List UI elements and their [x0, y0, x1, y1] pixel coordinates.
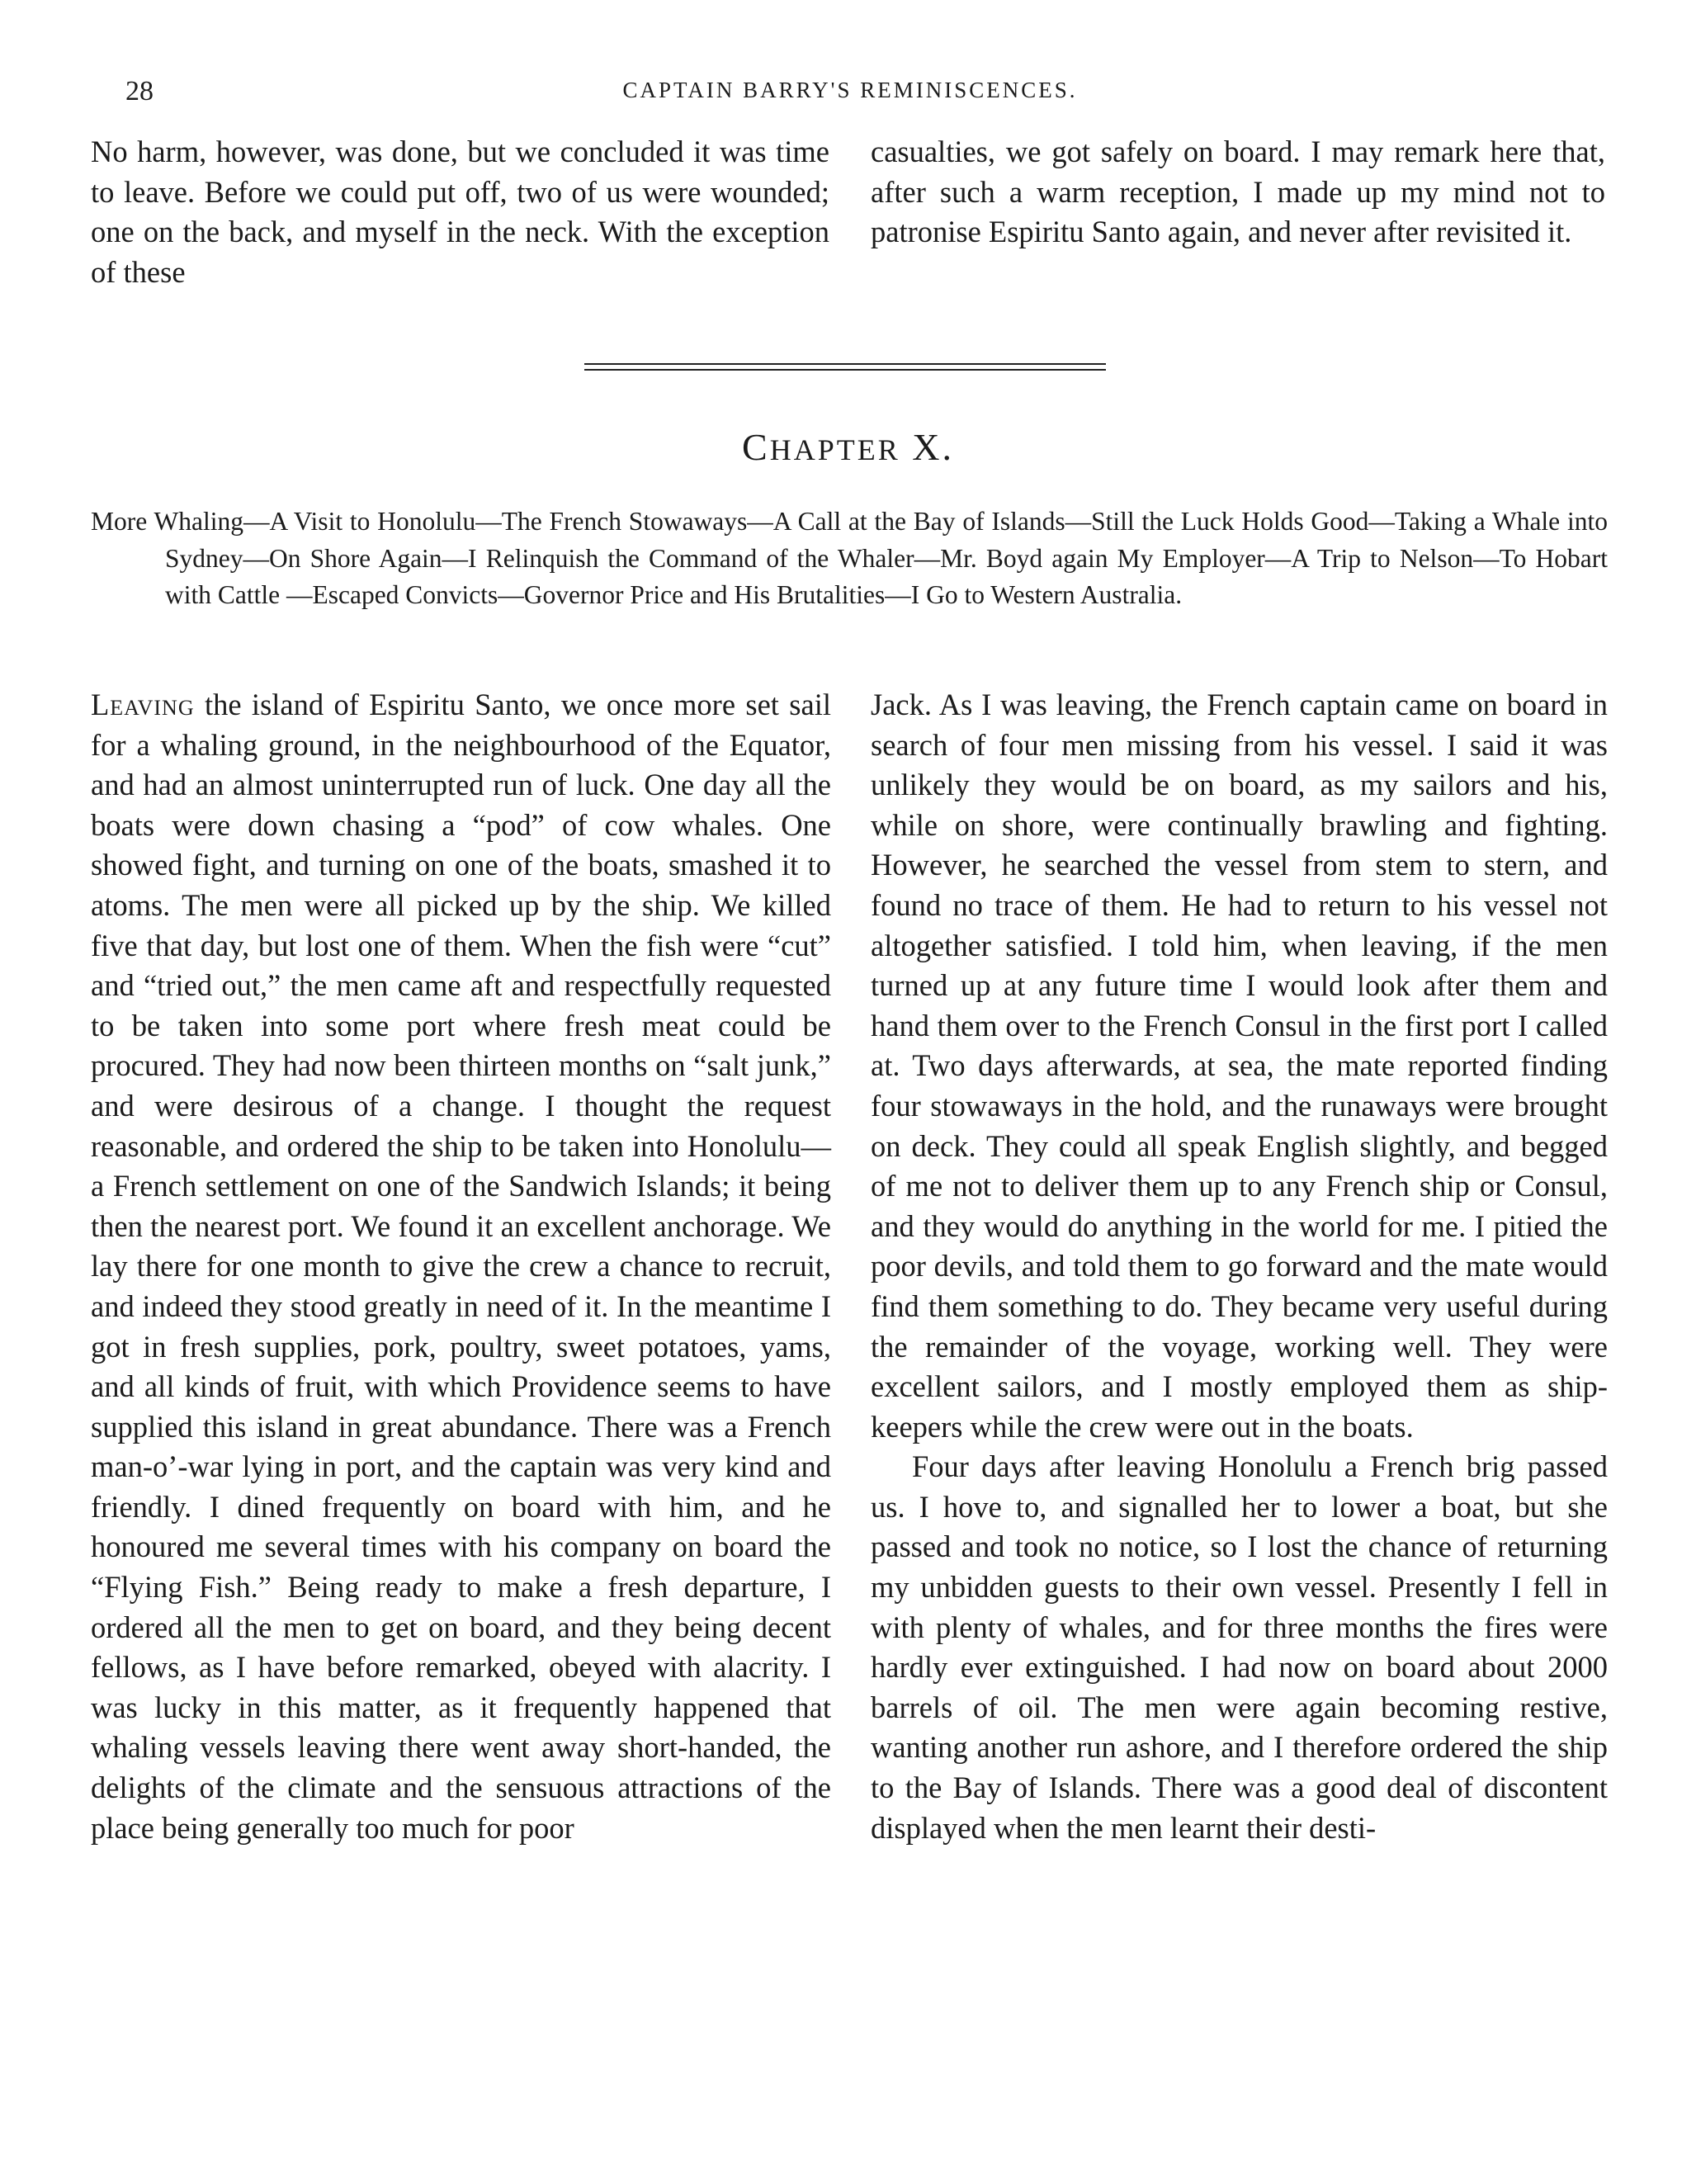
main-left-column — [91, 685, 831, 1848]
top-left-column — [91, 132, 829, 292]
top-right-column — [871, 132, 1605, 253]
main-left-paragraph — [91, 685, 831, 1848]
main-right-column — [871, 685, 1608, 1848]
chapter-title-initial: C — [742, 426, 770, 468]
running-title: CAPTAIN BARRY'S REMINISCENCES. — [622, 78, 1078, 102]
chapter-title — [0, 425, 1696, 469]
section-divider-bottom — [584, 369, 1106, 371]
chapter-title-word: HAPTER — [769, 433, 900, 466]
page-number: 28 — [125, 76, 154, 106]
top-right-paragraph: casualties, we got safely on board. I may remark here that, after such a warm reception, I made up my mind not to patronise Espiritu Santo again, and never after revisited it. — [871, 135, 1605, 249]
chapter-synopsis: More Whaling—A Visit to Honolulu—The French Stowaways—A Call at the Bay of Islands—Still the Luck Holds Good—Taking a Whale into Sydney—On Shore Again—I Relinquish the Command of the Whaler—Mr. Boyd again My Employer—A Trip to Nelson—To Hobart with Cattle —Escaped Convicts—Governor Price and His Brutalities—I Go to Western Australia. — [91, 507, 1608, 609]
main-right-paragraph-1: Jack. As I was leaving, the French captain came on board in search of four men missing from his vessel. I said it was unlikely they would be on board, as my sailors and his, while on shore, were continually brawling and fighting. However, he searched the vessel from stem to stern, and found no trace of them. He had to return to his vessel not altogether satisfied. I told him, when leaving, if the men turned up at any future time I would look after them and hand them over to the French Consul in the first port I called at. Two days afterwards, at sea, the mate reported finding four stowaways in the hold, and the runaways were brought on deck. They could all speak English slightly, and begged of me not to deliver them up to any French ship or Consul, and they would do anything in the world for me. I pitied the poor devils, and told them to go forward and the mate would find them something to do. They became very useful during the remainder of the voyage, working well. They were excellent sailors, and I mostly employed them as ship-keepers while the crew were out in the boats. — [871, 688, 1608, 1444]
main-right-paragraph-2: Four days after leaving Honolulu a French brig passed us. I hove to, and signalled her to lower a boat, but she passed and took no notice, so I lost the chance of returning my unbidden guests to their own vessel. Presently I fell in with plenty of whales, and for three months the fires were hardly ever extinguished. I had now on board about 2000 barrels of oil. The men were again becoming restive, wanting another run ashore, and I therefore ordered the ship to the Bay of Islands. There was a good deal of discontent displayed when the men learnt their desti- — [871, 1449, 1608, 1845]
main-left-text: the island of Espiritu Santo, we once more set sail for a whaling ground, in the neighbourhood of the Equator, and had an almost uninterrupted run of luck. One day all the boats were down chasing a “pod” of cow whales. One showed fight, and turning on one of the boats, smashed it to atoms. The men were all picked up by the ship. We killed five that day, but lost one of them. When the fish were “cut” and “tried out,” the men came aft and respectfully requested to be taken into some port where fresh meat could be procured. They had now been thirteen months on “salt junk,” and were desirous of a change. I thought the request reasonable, and ordered the ship to be taken into Honolulu— a French settlement on one of the Sandwich Islands; it being then the nearest port. We found it an excellent anchorage. We lay there for one month to give the crew a chance to recruit, and indeed they stood greatly in need of it. In the meantime I got in fresh supplies, pork, poultry, sweet potatoes, yams, and all kinds of fruit, with which Providence seems to have supplied this island in great abundance. There was a French man-o’-war lying in port, and the captain was very kind and friendly. I dined frequently on board with him, and he honoured me several times with his company on board the “Flying Fish.” Being ready to make a fresh departure, I ordered all the men to get on board, and they being decent fellows, as I have before remarked, obeyed with alacrity. I was lucky in this matter, as it frequently happened that whaling vessels leaving there went away short-handed, the delights of the climate and the sensuous attractions of the place being generally too much for poor — [91, 688, 831, 1845]
opening-word: Leaving — [91, 688, 195, 721]
top-left-paragraph: No harm, however, was done, but we concluded it was time to leave. Before we could put off, two of us were wounded; one on the back, and myself in the neck. With the exception of these — [91, 135, 829, 289]
running-head — [91, 76, 1609, 117]
section-divider-top — [584, 363, 1106, 365]
chapter-numeral: X. — [912, 426, 954, 468]
